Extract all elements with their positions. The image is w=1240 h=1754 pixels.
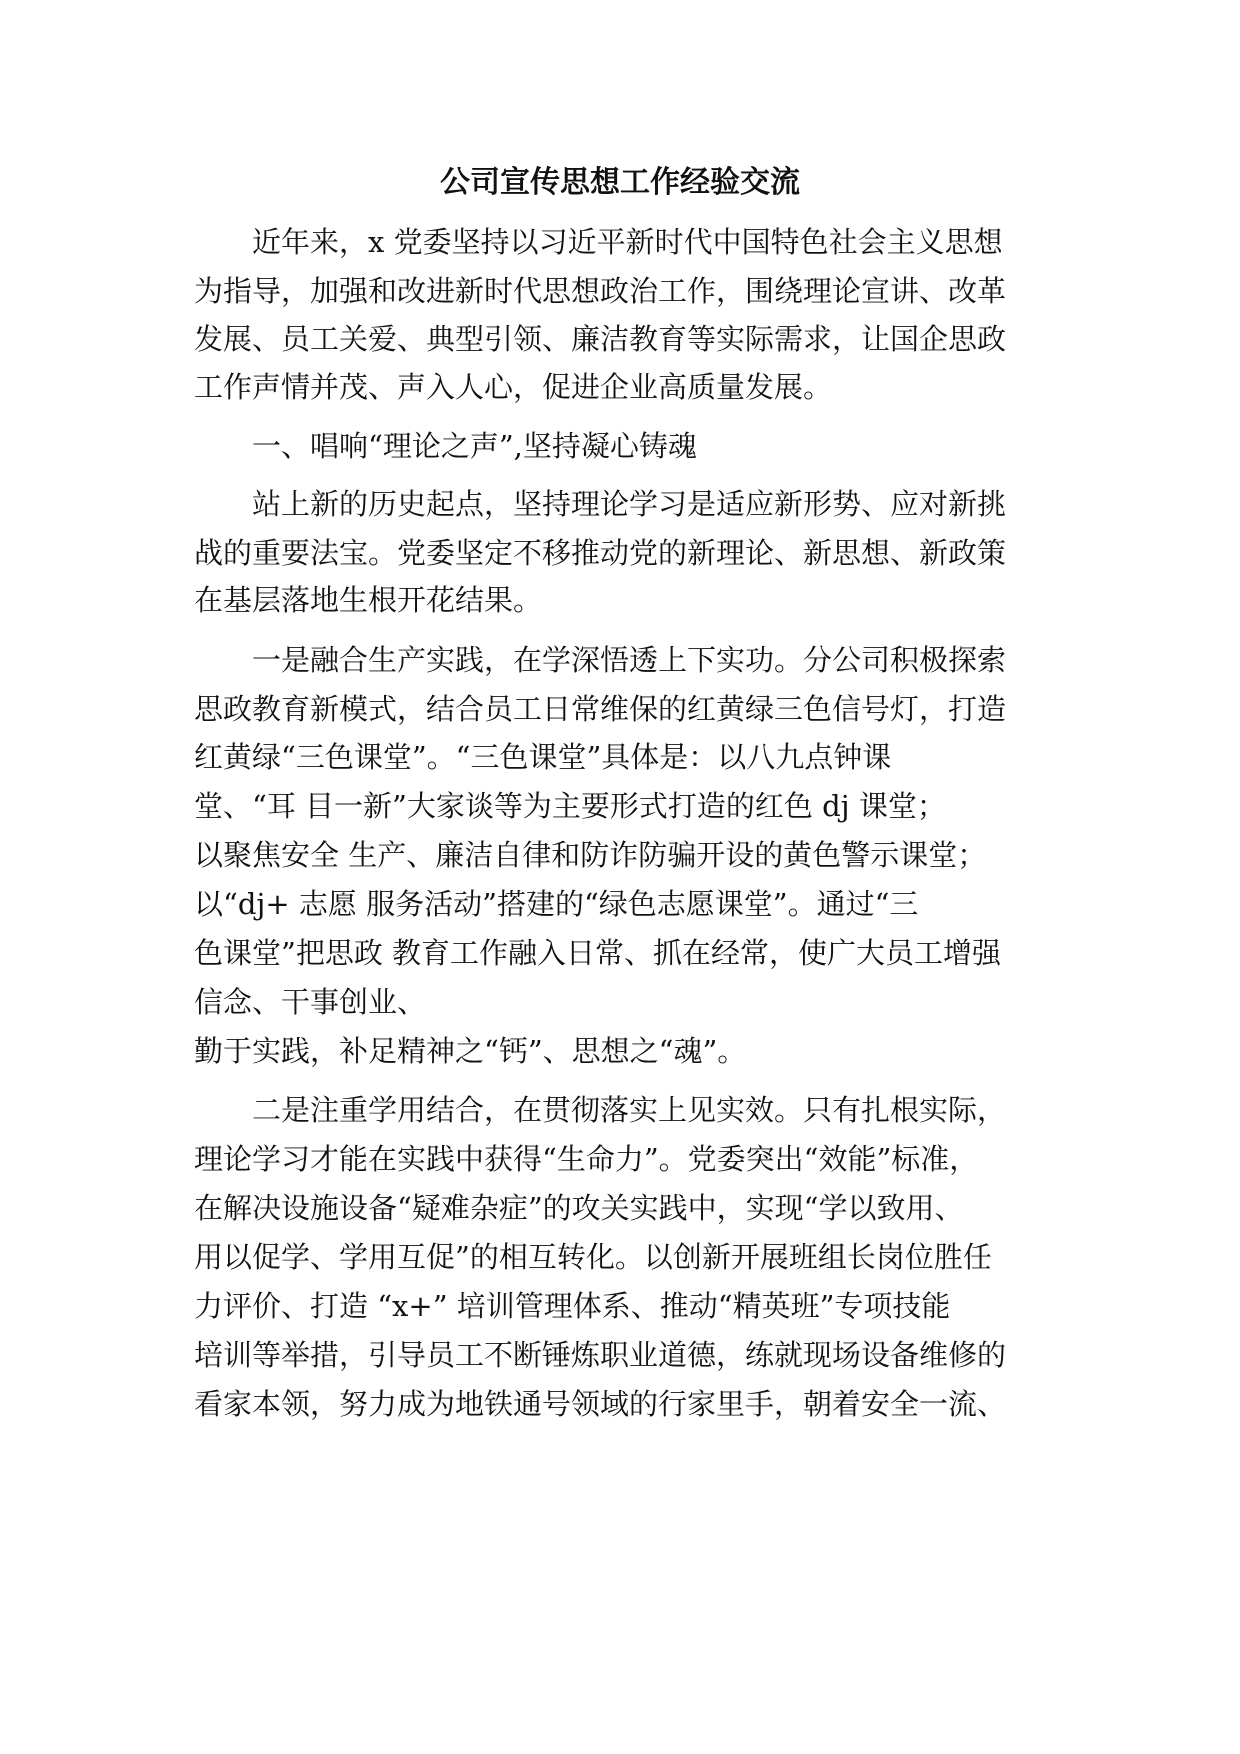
paragraph-line: 在解决设施设备“疑难杂症”的攻关实践中，实现“学以致用、 [194,1191,964,1225]
paragraph-line: 战的重要法宝。党委坚定不移推动党的新理论、新思想、新政策 [194,536,1007,570]
paragraph-line: 勤于实践，补足精神之“钙”、思想之“魂”。 [194,1034,747,1068]
paragraph-line: 工作声情并茂、声入人心，促进企业高质量发展。 [194,370,833,404]
paragraph-line: 站上新的历史起点，坚持理论学习是适应新形势、应对新挑 [252,487,1007,521]
paragraph-line: 近年来，x 党委坚持以习近平新时代中国特色社会主义思想 [252,225,1003,259]
paragraph-line: 思政教育新模式，结合员工日常维保的红黄绿三色信号灯，打造 [194,692,1007,726]
paragraph-line: 堂、“耳 目一新”大家谈等为主要形式打造的红色 dj 课堂； [194,789,946,823]
paragraph-line: 用以促学、学用互促”的相互转化。以创新开展班组长岗位胜任 [194,1240,992,1274]
paragraph-line: 在基层落地生根开花结果。 [194,583,543,617]
paragraph-line: 色课堂”把思政 教育工作融入日常、抓在经常，使广大员工增强 [194,936,1002,970]
paragraph-line: 红黄绿“三色课堂”。“三色课堂”具体是：以八九点钟课 [194,740,892,774]
paragraph-line: 为指导，加强和改进新时代思想政治工作，围绕理论宣讲、改革 [194,274,1007,308]
paragraph-line: 看家本领，努力成为地铁通号领域的行家里手，朝着安全一流、 [194,1387,1007,1421]
paragraph-line: 理论学习才能在实践中获得“生命力”。党委突出“效能”标准， [194,1142,979,1176]
paragraph-line: 信念、干事创业、 [194,985,427,1019]
section-heading: 一、唱响“理论之声”,坚持凝心铸魂 [252,429,697,463]
paragraph-line: 力评价、打造 “x+” 培训管理体系、推动“精英班”专项技能 [194,1289,951,1323]
paragraph-line: 以“dj+ 志愿 服务活动”搭建的“绿色志愿课堂”。通过“三 [194,887,919,921]
paragraph-line: 培训等举措，引导员工不断锤炼职业道德，练就现场设备维修的 [194,1338,1007,1372]
paragraph-line: 二是注重学用结合，在贯彻落实上见实效。只有扎根实际， [252,1093,1007,1127]
paragraph-line: 发展、员工关爱、典型引领、廉洁教育等实际需求，让国企思政 [194,322,1007,356]
document-title: 公司宣传思想工作经验交流 [440,165,800,200]
paragraph-line: 一是融合生产实践，在学深悟透上下实功。分公司积极探索 [252,643,1007,677]
paragraph-line: 以聚焦安全 生产、廉洁自律和防诈防骗开设的黄色警示课堂； [194,838,987,872]
